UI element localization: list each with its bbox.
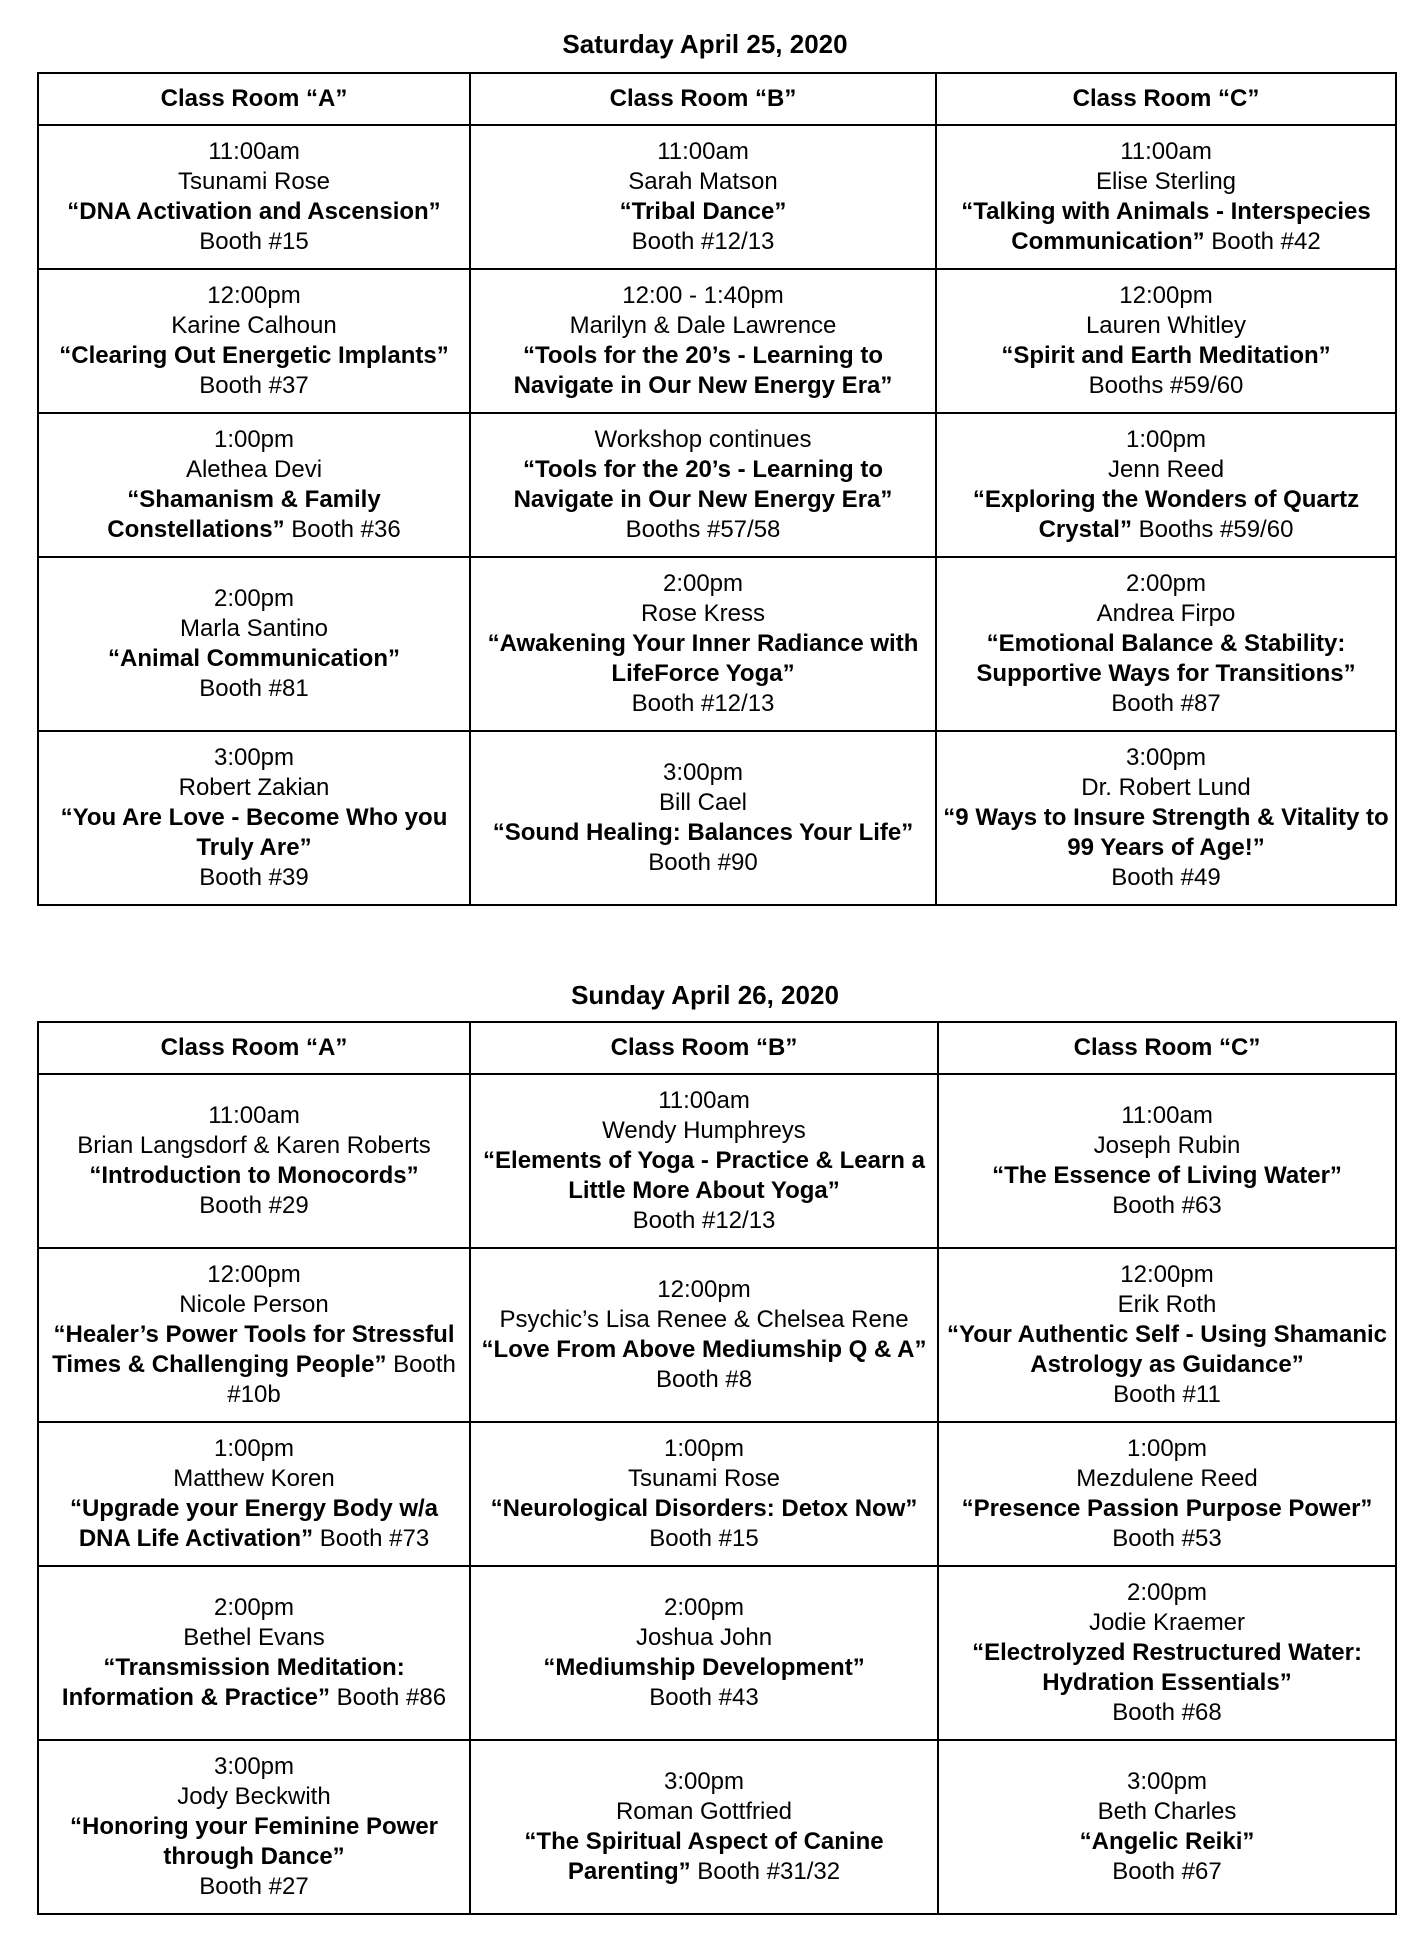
session-presenter: Dr. Robert Lund bbox=[1081, 774, 1251, 801]
schedule-row bbox=[38, 269, 1396, 413]
session-time: 3:00pm bbox=[213, 744, 295, 771]
session-booth: Booth #15 bbox=[649, 1525, 759, 1552]
session-booth: Booth #90 bbox=[648, 849, 758, 876]
session-booth: Booths #57/58 bbox=[625, 516, 781, 543]
session-cell bbox=[38, 1566, 470, 1740]
session-time: 12:00pm bbox=[207, 1261, 301, 1288]
session-title: “Upgrade your Energy Body w/a DNA Life Activation” bbox=[69, 1495, 439, 1552]
session-time: 2:00pm bbox=[663, 1594, 745, 1621]
session-booth: Booth #31/32 bbox=[697, 1858, 841, 1885]
schedule-row bbox=[38, 731, 1396, 905]
session-presenter: Bill Cael bbox=[658, 789, 748, 816]
session-presenter: Beth Charles bbox=[1097, 1798, 1237, 1825]
session-booth: Booth #87 bbox=[1111, 690, 1221, 717]
session-title: “Angelic Reiki” bbox=[1079, 1828, 1255, 1855]
session-presenter: Matthew Koren bbox=[173, 1465, 335, 1492]
session-time: 11:00am bbox=[657, 138, 749, 165]
session-time: 11:00am bbox=[658, 1087, 750, 1114]
room-b-header: Class Room “B” bbox=[470, 73, 936, 125]
session-booth: Booth #43 bbox=[649, 1684, 759, 1711]
saturday-schedule-table bbox=[37, 72, 1397, 906]
session-title: “Healer’s Power Tools for Stressful Times & Challenging People” bbox=[52, 1321, 455, 1378]
session-presenter: Joshua John bbox=[635, 1624, 773, 1651]
session-time: 1:00pm bbox=[663, 1435, 745, 1462]
session-presenter: Marilyn & Dale Lawrence bbox=[569, 312, 837, 339]
sunday-title: Sunday April 26, 2020 bbox=[571, 980, 839, 1010]
session-title: “Elements of Yoga - Practice & Learn a Little More About Yoga” bbox=[483, 1147, 925, 1204]
schedule-row bbox=[38, 1248, 1396, 1422]
session-title: “Spirit and Earth Meditation” bbox=[1001, 342, 1331, 369]
session-cell bbox=[38, 413, 470, 557]
session-title: “Talking with Animals - Interspecies Communication” bbox=[961, 198, 1371, 255]
session-time: 12:00pm bbox=[657, 1276, 751, 1303]
room-a-header: Class Room “A” bbox=[38, 73, 470, 125]
session-time: Workshop continues bbox=[594, 426, 812, 453]
session-cell bbox=[470, 1566, 938, 1740]
session-cell bbox=[936, 269, 1396, 413]
session-cell bbox=[938, 1740, 1396, 1914]
session-title: “Mediumship Development” bbox=[543, 1654, 865, 1681]
session-booth: Booth #12/13 bbox=[631, 228, 775, 255]
session-cell bbox=[936, 413, 1396, 557]
session-title: “Shamanism & Family Constellations” bbox=[107, 486, 381, 543]
session-booth: Booth #49 bbox=[1111, 864, 1221, 891]
session-time: 2:00pm bbox=[1126, 1579, 1208, 1606]
session-booth: Booth #29 bbox=[199, 1192, 309, 1219]
schedule-row bbox=[38, 1566, 1396, 1740]
session-presenter: Sarah Matson bbox=[628, 168, 778, 195]
session-booth: Booth #39 bbox=[199, 864, 309, 891]
room-c-header: Class Room “C” bbox=[938, 1022, 1396, 1074]
session-booth: Booth #10b bbox=[227, 1351, 456, 1408]
session-booth: Booth #27 bbox=[199, 1873, 309, 1900]
session-cell bbox=[38, 125, 470, 269]
session-booth: Booth #36 bbox=[291, 516, 401, 543]
session-booth: Booth #42 bbox=[1211, 228, 1321, 255]
room-b-header: Class Room “B” bbox=[470, 1022, 938, 1074]
session-cell bbox=[470, 1740, 938, 1914]
session-cell bbox=[938, 1422, 1396, 1566]
session-cell bbox=[38, 1074, 470, 1248]
session-title: “Presence Passion Purpose Power” bbox=[961, 1495, 1373, 1522]
session-presenter: Joseph Rubin bbox=[1093, 1132, 1241, 1159]
session-cell bbox=[470, 731, 936, 905]
session-time: 3:00pm bbox=[662, 759, 744, 786]
session-booth: Booth #8 bbox=[655, 1366, 753, 1393]
session-booth: Booths #59/60 bbox=[1138, 516, 1294, 543]
session-time: 11:00am bbox=[1121, 1102, 1213, 1129]
session-booth: Booths #59/60 bbox=[1088, 372, 1244, 399]
schedule-row bbox=[38, 557, 1396, 731]
room-a-header: Class Room “A” bbox=[38, 1022, 470, 1074]
session-cell bbox=[470, 125, 936, 269]
session-title: “The Essence of Living Water” bbox=[992, 1162, 1342, 1189]
session-cell bbox=[936, 125, 1396, 269]
session-presenter: Tsunami Rose bbox=[627, 1465, 781, 1492]
schedule-row bbox=[38, 413, 1396, 557]
session-booth: Booth #12/13 bbox=[631, 690, 775, 717]
sunday-schedule-table bbox=[37, 1021, 1397, 1915]
session-cell bbox=[38, 1740, 470, 1914]
session-presenter: Jodie Kraemer bbox=[1088, 1609, 1246, 1636]
session-time: 2:00pm bbox=[662, 570, 744, 597]
session-time: 11:00am bbox=[1120, 138, 1212, 165]
session-title: “Clearing Out Energetic Implants” bbox=[59, 342, 449, 369]
session-title: “Love From Above Mediumship Q & A” bbox=[481, 1336, 927, 1363]
session-time: 2:00pm bbox=[213, 1594, 295, 1621]
session-time: 3:00pm bbox=[663, 1768, 745, 1795]
saturday-title: Saturday April 25, 2020 bbox=[562, 29, 848, 59]
session-title: “Exploring the Wonders of Quartz Crystal” bbox=[972, 486, 1360, 543]
session-presenter: Roman Gottfried bbox=[615, 1798, 793, 1825]
session-cell bbox=[938, 1248, 1396, 1422]
session-title: “You Are Love - Become Who you Truly Are” bbox=[60, 804, 448, 861]
session-cell bbox=[470, 557, 936, 731]
session-presenter: Jenn Reed bbox=[1107, 456, 1225, 483]
header-row bbox=[38, 73, 1396, 125]
session-title: “Electrolyzed Restructured Water: Hydration Essentials” bbox=[972, 1639, 1362, 1696]
session-cell bbox=[470, 1248, 938, 1422]
session-presenter: Brian Langsdorf & Karen Roberts bbox=[77, 1132, 431, 1159]
session-presenter: Wendy Humphreys bbox=[602, 1117, 806, 1144]
session-time: 12:00pm bbox=[1119, 282, 1213, 309]
session-cell bbox=[936, 557, 1396, 731]
session-time: 1:00pm bbox=[1125, 426, 1207, 453]
session-time: 1:00pm bbox=[213, 1435, 295, 1462]
session-presenter: Psychic’s Lisa Renee & Chelsea Rene bbox=[499, 1306, 909, 1333]
session-presenter: Bethel Evans bbox=[183, 1624, 325, 1651]
session-title: “Emotional Balance & Stability: Supportive Ways for Transitions” bbox=[976, 630, 1356, 687]
session-time: 11:00am bbox=[208, 138, 300, 165]
session-title: “Tribal Dance” bbox=[619, 198, 787, 225]
schedule-row bbox=[38, 125, 1396, 269]
session-presenter: Karine Calhoun bbox=[171, 312, 337, 339]
session-title: “Sound Healing: Balances Your Life” bbox=[492, 819, 914, 846]
session-cell bbox=[938, 1074, 1396, 1248]
session-booth: Booth #12/13 bbox=[632, 1207, 776, 1234]
session-presenter: Marla Santino bbox=[179, 615, 329, 642]
session-presenter: Robert Zakian bbox=[178, 774, 330, 801]
session-presenter: Erik Roth bbox=[1117, 1291, 1217, 1318]
session-time: 2:00pm bbox=[213, 585, 295, 612]
session-cell bbox=[470, 413, 936, 557]
session-title: “Tools for the 20’s - Learning to Navigate in Our New Energy Era” bbox=[513, 456, 893, 513]
session-time: 11:00am bbox=[208, 1102, 300, 1129]
session-title: “Honoring your Feminine Power through Dance” bbox=[69, 1813, 439, 1870]
session-presenter: Nicole Person bbox=[179, 1291, 329, 1318]
session-presenter: Lauren Whitley bbox=[1085, 312, 1247, 339]
room-c-header: Class Room “C” bbox=[936, 73, 1396, 125]
session-cell bbox=[470, 1422, 938, 1566]
session-cell bbox=[38, 269, 470, 413]
session-cell bbox=[38, 1248, 470, 1422]
schedule-row bbox=[38, 1074, 1396, 1248]
session-presenter: Mezdulene Reed bbox=[1076, 1465, 1258, 1492]
session-booth: Booth #37 bbox=[199, 372, 309, 399]
session-booth: Booth #73 bbox=[319, 1525, 430, 1552]
session-time: 3:00pm bbox=[1125, 744, 1207, 771]
session-presenter: Jody Beckwith bbox=[177, 1783, 331, 1810]
session-time: 3:00pm bbox=[1126, 1768, 1208, 1795]
session-title: “Animal Communication” bbox=[107, 645, 401, 672]
session-booth: Booth #15 bbox=[199, 228, 309, 255]
session-booth: Booth #68 bbox=[1112, 1699, 1222, 1726]
session-cell bbox=[38, 557, 470, 731]
session-title: “Transmission Meditation: Information & Practice” bbox=[61, 1654, 405, 1711]
session-time: 1:00pm bbox=[213, 426, 295, 453]
session-time: 12:00pm bbox=[207, 282, 301, 309]
session-title: “Neurological Disorders: Detox Now” bbox=[490, 1495, 918, 1522]
session-time: 1:00pm bbox=[1126, 1435, 1208, 1462]
session-title: “Awakening Your Inner Radiance with LifeForce Yoga” bbox=[487, 630, 919, 687]
session-title: “Introduction to Monocords” bbox=[89, 1162, 419, 1189]
session-title: “DNA Activation and Ascension” bbox=[67, 198, 441, 225]
session-title: “Tools for the 20’s - Learning to Navigate in Our New Energy Era” bbox=[513, 342, 893, 399]
session-cell bbox=[38, 1422, 470, 1566]
session-cell bbox=[38, 731, 470, 905]
session-cell bbox=[938, 1566, 1396, 1740]
session-cell bbox=[470, 269, 936, 413]
session-booth: Booth #81 bbox=[199, 675, 309, 702]
schedule-row bbox=[38, 1740, 1396, 1914]
session-booth: Booth #63 bbox=[1112, 1192, 1222, 1219]
schedule-row bbox=[38, 1422, 1396, 1566]
session-presenter: Rose Kress bbox=[640, 600, 766, 627]
session-booth: Booth #53 bbox=[1112, 1525, 1222, 1552]
session-presenter: Alethea Devi bbox=[185, 456, 323, 483]
session-time: 3:00pm bbox=[213, 1753, 295, 1780]
session-booth: Booth #67 bbox=[1112, 1858, 1222, 1885]
session-time: 12:00pm bbox=[1120, 1261, 1214, 1288]
session-booth: Booth #86 bbox=[336, 1684, 447, 1711]
session-presenter: Tsunami Rose bbox=[177, 168, 331, 195]
session-title: “9 Ways to Insure Strength & Vitality to 99 Years of Age!” bbox=[943, 804, 1389, 861]
session-cell bbox=[470, 1074, 938, 1248]
session-title: “Your Authentic Self - Using Shamanic Astrology as Guidance” bbox=[946, 1321, 1388, 1378]
header-row bbox=[38, 1022, 1396, 1074]
session-booth: Booth #11 bbox=[1113, 1381, 1221, 1408]
session-presenter: Andrea Firpo bbox=[1096, 600, 1236, 627]
session-cell bbox=[936, 731, 1396, 905]
session-time: 12:00 - 1:40pm bbox=[622, 282, 784, 309]
session-time: 2:00pm bbox=[1125, 570, 1207, 597]
session-presenter: Elise Sterling bbox=[1095, 168, 1237, 195]
session-title: “The Spiritual Aspect of Canine Parenting” bbox=[524, 1828, 884, 1885]
